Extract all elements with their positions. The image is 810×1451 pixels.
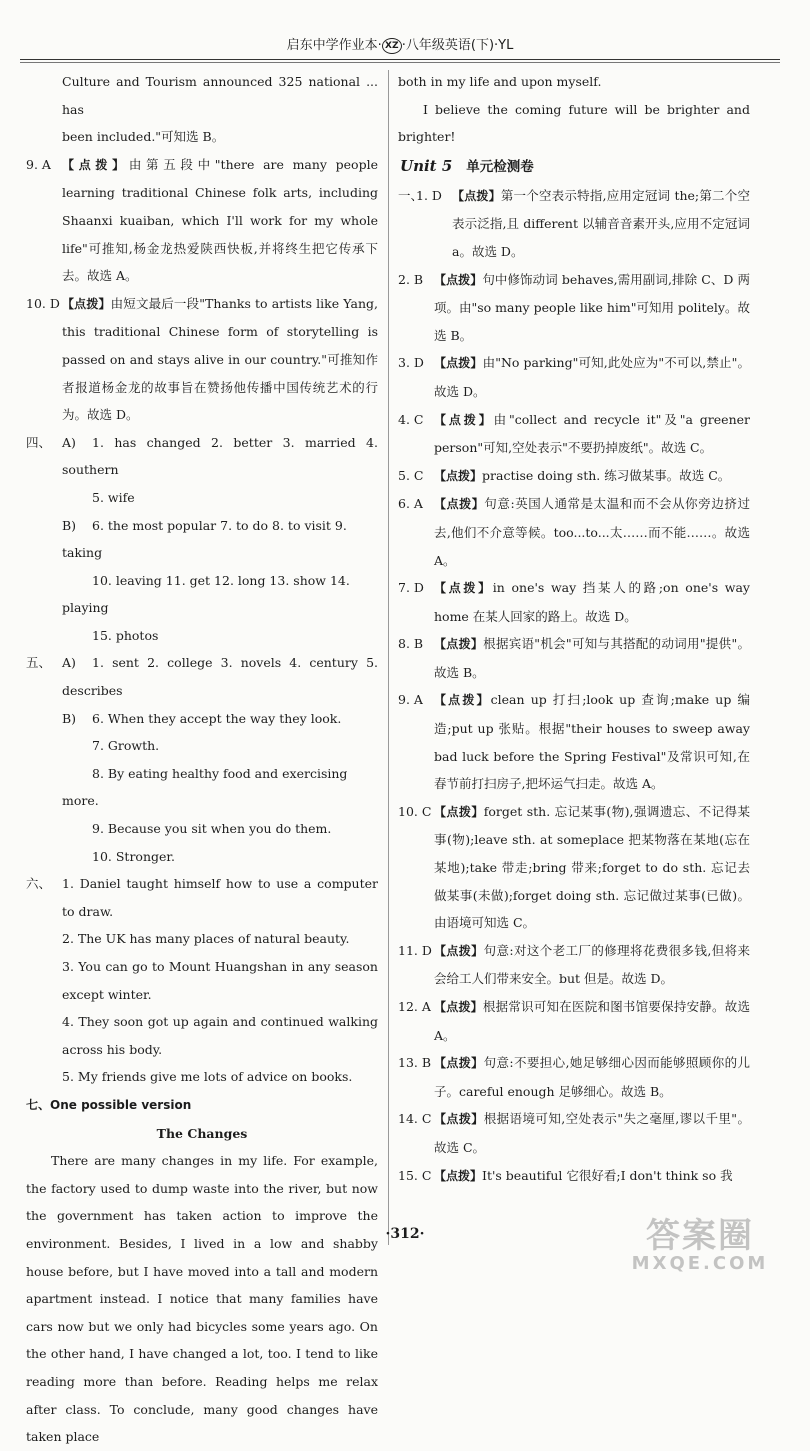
answer-number: 4. C xyxy=(398,411,424,427)
answer-number: 13. B xyxy=(398,1055,432,1071)
answer-text: 句意:英国人通常是太温和而不会从你旁边挤过去,他们不介意等候。too...to...太……而不能……。故选 A。 xyxy=(434,496,750,568)
hint-tag: 【点拨】 xyxy=(434,581,493,596)
answer-number: 10. D xyxy=(26,295,60,311)
section-7-heading xyxy=(26,1091,378,1120)
answer-text: 5. My friends give me lots of advice on books. xyxy=(62,1069,353,1085)
header-rule-thin xyxy=(20,62,780,63)
section-6 xyxy=(26,870,378,925)
answer-number: 5. C xyxy=(398,467,424,483)
header-title-prefix: 启东中学作业本· xyxy=(286,38,382,53)
part-label: B) xyxy=(62,710,77,726)
part-label: B) xyxy=(62,517,77,533)
answer-item xyxy=(398,574,750,630)
answer-number: 3. D xyxy=(398,355,424,371)
answer-text: in one's way 挡某人的路;on one's way home 在某人回家的路上。故选 D。 xyxy=(434,580,750,624)
section-label: One possible version xyxy=(50,1097,192,1112)
answer-number: 9. A xyxy=(26,156,51,172)
answer-number: 2. B xyxy=(398,271,424,287)
continued-line: Culture and Tourism announced 325 national ... has xyxy=(62,74,378,117)
answer-line xyxy=(26,732,378,760)
answer-number: 1. D xyxy=(416,187,442,203)
answer-item xyxy=(26,1063,378,1091)
answer-item xyxy=(26,1008,378,1063)
answer-text: 由第五段中"there are many people learning traditional Chinese folk arts, including Shaanxi kuaiban, which I'll work for my whole life"可推知,杨金龙热爱陕西快板,并将终生把它传承下去。故选 A。 xyxy=(62,156,378,284)
watermark-logo-text: 答案圈 xyxy=(646,1216,754,1256)
hint-tag: 【点拨】 xyxy=(434,804,484,819)
hint-tag: 【点拨】 xyxy=(434,272,483,287)
answer-text: It's beautiful 它很好看;I don't think so 我 xyxy=(482,1167,733,1183)
answer-text: 由短文最后一段"Thanks to artists like Yang, this traditional Chinese form of storytelling is passed on and stays alive in our country."可推知作者报道杨金龙的故事旨在赞扬他传播中国传统艺术的行为。故选 D。 xyxy=(62,295,378,423)
answer-line xyxy=(26,567,378,622)
answer-line: 1. sent 2. college 3. novels 4. century 5. describes xyxy=(62,655,378,699)
hint-tag: 【点拨】 xyxy=(434,1056,484,1071)
answer-number: 10. C xyxy=(398,803,432,819)
answer-text: 句意:对这个老工厂的修理将花费很多钱,但将来会给工人们带来安全。but 但是。故选 D。 xyxy=(434,942,750,987)
right-column xyxy=(398,68,750,1190)
answer-item xyxy=(398,266,750,350)
unit-title: Unit 5 xyxy=(400,156,453,175)
watermark-url: MXQE.COM xyxy=(631,1253,769,1274)
answer-item xyxy=(398,798,750,937)
answer-text: 句意:不要担心,她足够细心因而能够照顾你的儿子。careful enough 足够细心。故选 B。 xyxy=(434,1055,750,1099)
essay-title: The Changes xyxy=(156,1125,248,1141)
section-number: 一、 xyxy=(398,187,424,203)
answer-item xyxy=(398,1049,750,1105)
answer-line-text: 8. By eating healthy food and exercising more. xyxy=(62,765,348,809)
answer-text: practise doing sth. 练习做某事。故选 C。 xyxy=(482,467,731,483)
answer-number: 8. B xyxy=(398,636,424,652)
hint-tag: 【点拨】 xyxy=(434,1112,484,1127)
answer-number: 15. C xyxy=(398,1167,432,1183)
answer-text: 4. They soon got up again and continued walking across his body. xyxy=(62,1014,378,1057)
answer-line xyxy=(26,760,378,815)
unit-subtitle: 单元检测卷 xyxy=(466,158,534,175)
continued-line: been included."可知选 B。 xyxy=(62,129,225,145)
answer-line-text: 15. photos xyxy=(92,627,159,643)
answer-item xyxy=(398,1105,750,1161)
section-number: 五、 xyxy=(26,655,52,671)
essay-continued-line: both in my life and upon myself. xyxy=(398,74,602,89)
answer-text: 句中修饰动词 behaves,需用副词,排除 C、D 两项。由"so many people like him"可知用 politely。故选 B。 xyxy=(434,271,750,343)
answer-text: 第一个空表示特指,应用定冠词 the;第二个空表示泛指,且 different 以辅音音素开头,应用不定冠词 a。故选 D。 xyxy=(452,187,750,259)
answer-item xyxy=(398,349,750,405)
answer-item xyxy=(398,686,750,797)
answer-line-text: 5. wife xyxy=(92,489,135,505)
answer-line xyxy=(26,512,378,567)
series-badge: XZ xyxy=(382,38,402,54)
answer-number: 12. A xyxy=(398,999,431,1014)
answer-line-text: 7. Growth. xyxy=(92,738,160,754)
answer-text: forget sth. 忘记某事(物),强调遗忘、不记得某事(物);leave sth. at someplace 把某物落在某地(忘在某地);take 带走;bring 带来;forget to do sth. 忘记去做某事(未做);forget doing sth. 忘记做过某事(已做)。由语境可知选 C。 xyxy=(434,803,750,931)
essay-closing-paragraph: I believe the coming future will be brighter and brighter! xyxy=(398,101,750,145)
answer-line-text: 10. leaving 11. get 12. long 13. show 14. playing xyxy=(62,572,350,616)
answer-text: 3. You can go to Mount Huangshan in any season except winter. xyxy=(62,959,378,1002)
answer-number: 7. D xyxy=(398,580,424,596)
answer-item xyxy=(398,937,750,993)
unit-heading xyxy=(398,151,750,182)
answer-number: 6. A xyxy=(398,496,423,512)
answer-item xyxy=(26,953,378,1008)
answer-line xyxy=(26,705,378,733)
hint-tag: 【点拨】 xyxy=(62,157,129,172)
answer-line-text: 9. Because you sit when you do them. xyxy=(92,821,332,837)
answer-item xyxy=(398,182,750,266)
answer-line-text: 6. When they accept the way they look. xyxy=(92,710,342,726)
right-answer-list xyxy=(398,182,750,1190)
answer-line-text: 10. Stronger. xyxy=(92,848,175,864)
running-header xyxy=(20,36,780,56)
hint-tag: 【点拨】 xyxy=(434,1000,483,1014)
answer-text: 根据常识可知在医院和图书馆要保持安静。故选 A。 xyxy=(434,999,750,1043)
answer-item xyxy=(398,630,750,686)
answer-line: 1. Daniel taught himself how to use a computer to draw. xyxy=(62,876,378,919)
hint-tag: 【点拨】 xyxy=(434,468,483,483)
answer-line xyxy=(26,622,378,650)
watermark xyxy=(600,1218,800,1278)
answer-number: 14. C xyxy=(398,1111,432,1127)
header-rule xyxy=(20,59,780,60)
essay-body: There are many changes in my life. For example, the factory used to dump waste into the river, but now the government has taken action to improve the environment. Besides, I lived in a low and shabby house before, but I have moved into a tall and modern apartment instead. I notice that many families have cars now but we only had bicycles some years ago. On the other hand, I have changed a lot, too. I tend to like reading more than before. Reading helps me relax after class. To conclude, many good changes have taken place xyxy=(26,1153,378,1445)
answer-text: 根据宾语"机会"可知与其搭配的动词用"提供"。故选 B。 xyxy=(434,636,750,680)
section-number: 四、 xyxy=(26,434,52,450)
part-label: A) xyxy=(62,655,76,671)
answer-item xyxy=(26,925,378,953)
hint-tag: 【点拨】 xyxy=(434,356,483,371)
column-divider xyxy=(388,70,389,1245)
answer-number: 11. D xyxy=(398,942,432,958)
answer-item xyxy=(398,462,750,491)
section-5 xyxy=(26,649,378,704)
hint-tag: 【点拨】 xyxy=(62,296,111,311)
hint-tag: 【点拨】 xyxy=(434,693,491,708)
hint-tag: 【点拨】 xyxy=(434,497,485,512)
hint-tag: 【点拨】 xyxy=(434,637,484,652)
answer-line: 1. has changed 2. better 3. married 4. southern xyxy=(62,434,378,478)
hint-tag: 【点拨】 xyxy=(434,412,494,427)
answer-item xyxy=(26,290,378,429)
hint-tag: 【点拨】 xyxy=(452,188,501,203)
left-column xyxy=(26,68,378,1451)
answer-item xyxy=(26,151,378,290)
answer-line xyxy=(26,484,378,512)
answer-item xyxy=(398,406,750,462)
answer-text: 根据语境可知,空处表示"失之毫厘,谬以千里"。故选 C。 xyxy=(434,1111,750,1155)
answer-item xyxy=(398,1162,750,1191)
answer-item xyxy=(398,993,750,1049)
hint-tag: 【点拨】 xyxy=(434,943,484,958)
answer-number: 9. A xyxy=(398,692,423,708)
answer-line-text: 6. the most popular 7. to do 8. to visit 9. taking xyxy=(62,517,347,561)
answer-item xyxy=(398,490,750,574)
answer-text: 由"collect and recycle it"及"a greener person"可知,空处表示"不要扔掉废纸"。故选 C。 xyxy=(434,411,750,456)
answer-line xyxy=(26,815,378,843)
section-4 xyxy=(26,429,378,484)
part-label: A) xyxy=(62,434,76,450)
answer-text: clean up 打扫;look up 查询;make up 编造;put up 张贴。根据"their houses to sweep away bad luck before the Spring Festival"及常识可知,在春节前打扫房子,把坏运气扫走。故选 A。 xyxy=(434,692,750,792)
header-title-suffix: ·八年级英语(下)·YL xyxy=(401,38,514,53)
section-number: 六、 xyxy=(26,876,52,892)
answer-text: 由"No parking"可知,此处应为"不可以,禁止"。故选 D。 xyxy=(434,355,750,399)
answer-text: 2. The UK has many places of natural beauty. xyxy=(62,931,350,947)
page-number: ·312· xyxy=(385,1226,425,1242)
hint-tag: 【点拨】 xyxy=(434,1168,483,1183)
answer-line xyxy=(26,843,378,871)
section-number: 七、 xyxy=(26,1097,51,1112)
